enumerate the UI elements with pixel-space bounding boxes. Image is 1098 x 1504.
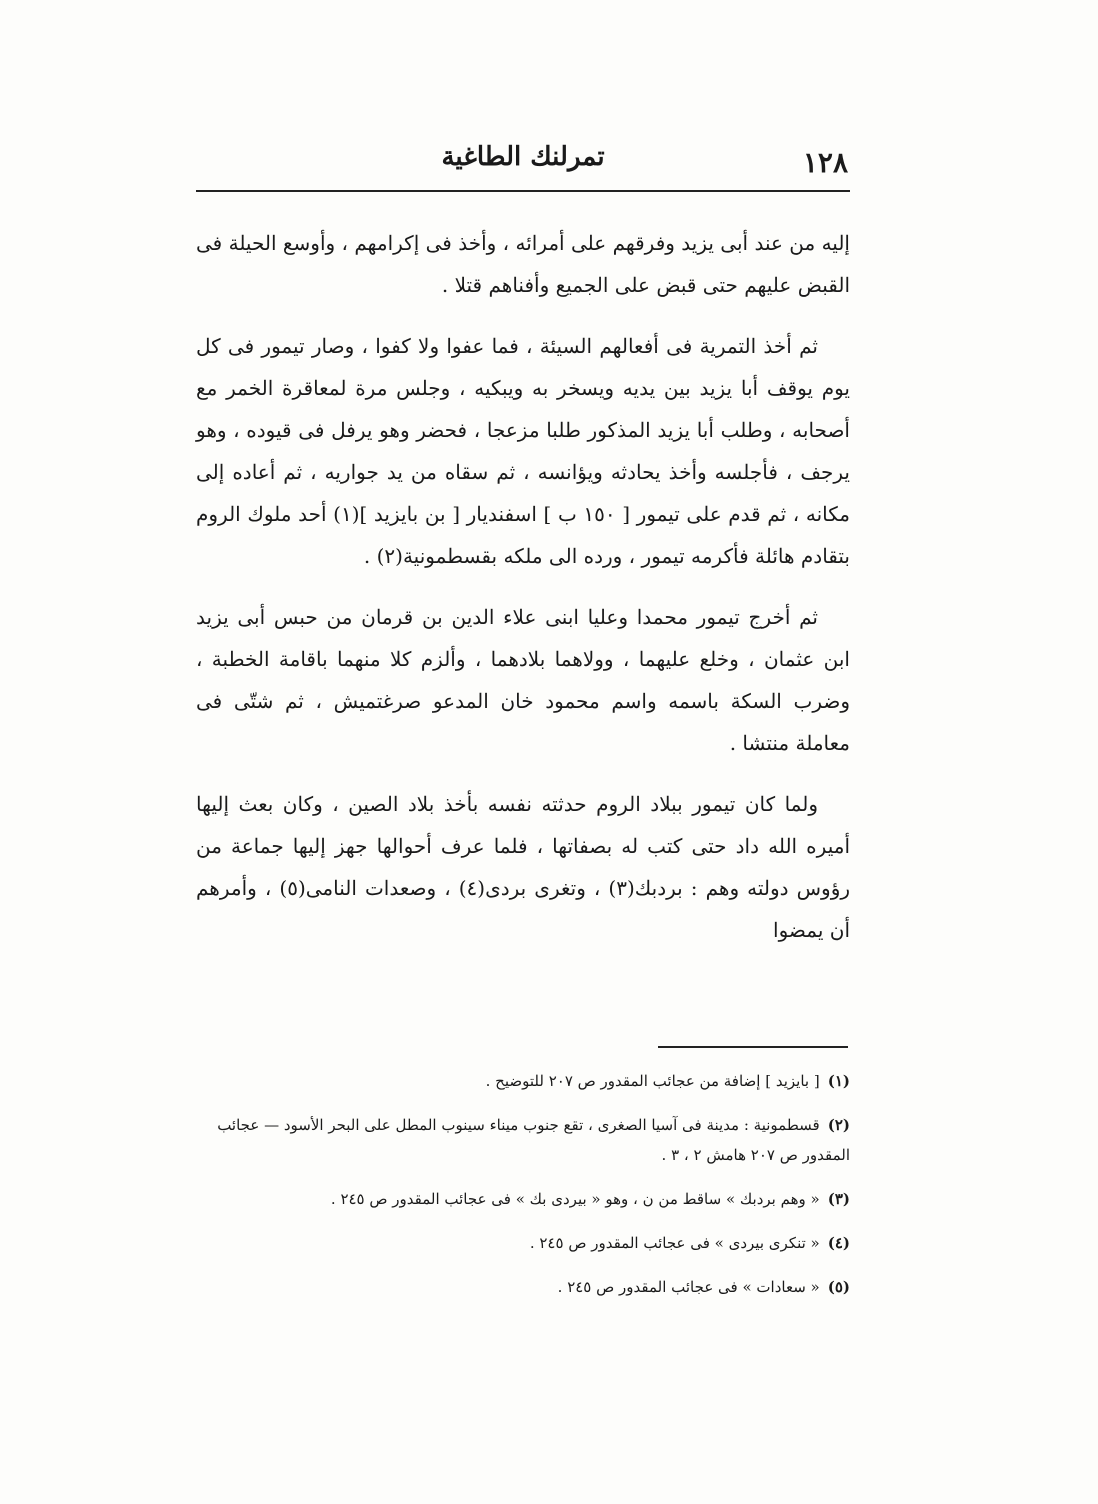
footnote-number: (٣) [827, 1190, 850, 1208]
footnote-text: قسطمونية : مدينة فى آسيا الصغرى ، تقع جنوب ميناء سينوب المطل على البحر الأسود — عجائب المقدور ص ٢٠٧ هامش ٢ ، ٣ . [217, 1116, 850, 1164]
footnote-number: (٤) [827, 1234, 850, 1252]
page-number: ١٢٨ [802, 146, 848, 179]
footnote [196, 1228, 850, 1258]
footnote [196, 1184, 850, 1214]
footnote-text: « سعادات » فى عجائب المقدور ص ٢٤٥ . [557, 1278, 820, 1296]
header-divider [196, 190, 850, 192]
footnote-text: [ بايزيد ] إضافة من عجائب المقدور ص ٢٠٧ للتوضيح . [485, 1072, 820, 1090]
footnote-divider [658, 1046, 848, 1048]
running-title: تمرلنك الطاغية [441, 142, 605, 172]
footnote-number: (٢) [827, 1116, 850, 1134]
footnote [196, 1066, 850, 1096]
footnote-text: « وهم بردبك » ساقط من ن ، وهو « بيردى بك » فى عجائب المقدور ص ٢٤٥ . [330, 1190, 820, 1208]
page-header [198, 140, 848, 186]
paragraph: ثم أخرج تيمور محمدا وعليا ابنى علاء الدين بن قرمان من حبس أبى يزيد ابن عثمان ، وخلع عليهما ، وولاهما بلادهما ، وألزم كلا منهما باقامة الخطبة ، وضرب السكة باسمه واسم محمود خان المدعو صرغتميش ، ثم شتّى فى معاملة منتشا . [196, 605, 851, 755]
main-text [196, 222, 850, 970]
paragraph: إليه من عند أبى يزيد وفرقهم على أمرائه ، وأخذ فى إكرامهم ، وأوسع الحيلة فى القبض عليهم حتى قبض على الجميع وأفناهم قتلا . [196, 231, 850, 297]
paragraph: ولما كان تيمور ببلاد الروم حدثته نفسه بأخذ بلاد الصين ، وكان بعث إليها أميره الله داد حتى كتب له بصفاتها ، فلما عرف أحوالها جهز إليها جماعة من رؤوس دولته وهم : بردبك(٣) ، وتغرى بردى(٤) ، وصعدات النامى(٥) ، وأمرهم أن يمضوا [196, 792, 851, 942]
footnote-text: « تنكرى بيردى » فى عجائب المقدور ص ٢٤٥ . [529, 1234, 820, 1252]
footnote [196, 1272, 850, 1302]
footnote-number: (٥) [827, 1278, 850, 1296]
footnote [196, 1110, 850, 1170]
footnotes [196, 1066, 850, 1316]
paragraph: ثم أخذ التمرية فى أفعالهم السيئة ، فما عفوا ولا كفوا ، وصار تيمور فى كل يوم يوقف أبا يزيد بين يديه ويسخر به ويبكيه ، وجلس مرة لمعاقرة الخمر مع أصحابه ، وطلب أبا يزيد المذكور طلبا مزعجا ، فحضر وهو يرفل فى قيوده ، وهو يرجف ، فأجلسه وأخذ يحادثه ويؤانسه ، ثم سقاه من يد جواريه ، ثم أعاده إلى مكانه ، ثم قدم على تيمور [ ١٥٠ ب ] اسفنديار [ بن بايزيد ](١) أحد ملوك الروم بتقادم هائلة فأكرمه تيمور ، ورده الى ملكه بقسطمونية(٢) . [196, 334, 851, 568]
footnote-number: (١) [827, 1072, 850, 1090]
